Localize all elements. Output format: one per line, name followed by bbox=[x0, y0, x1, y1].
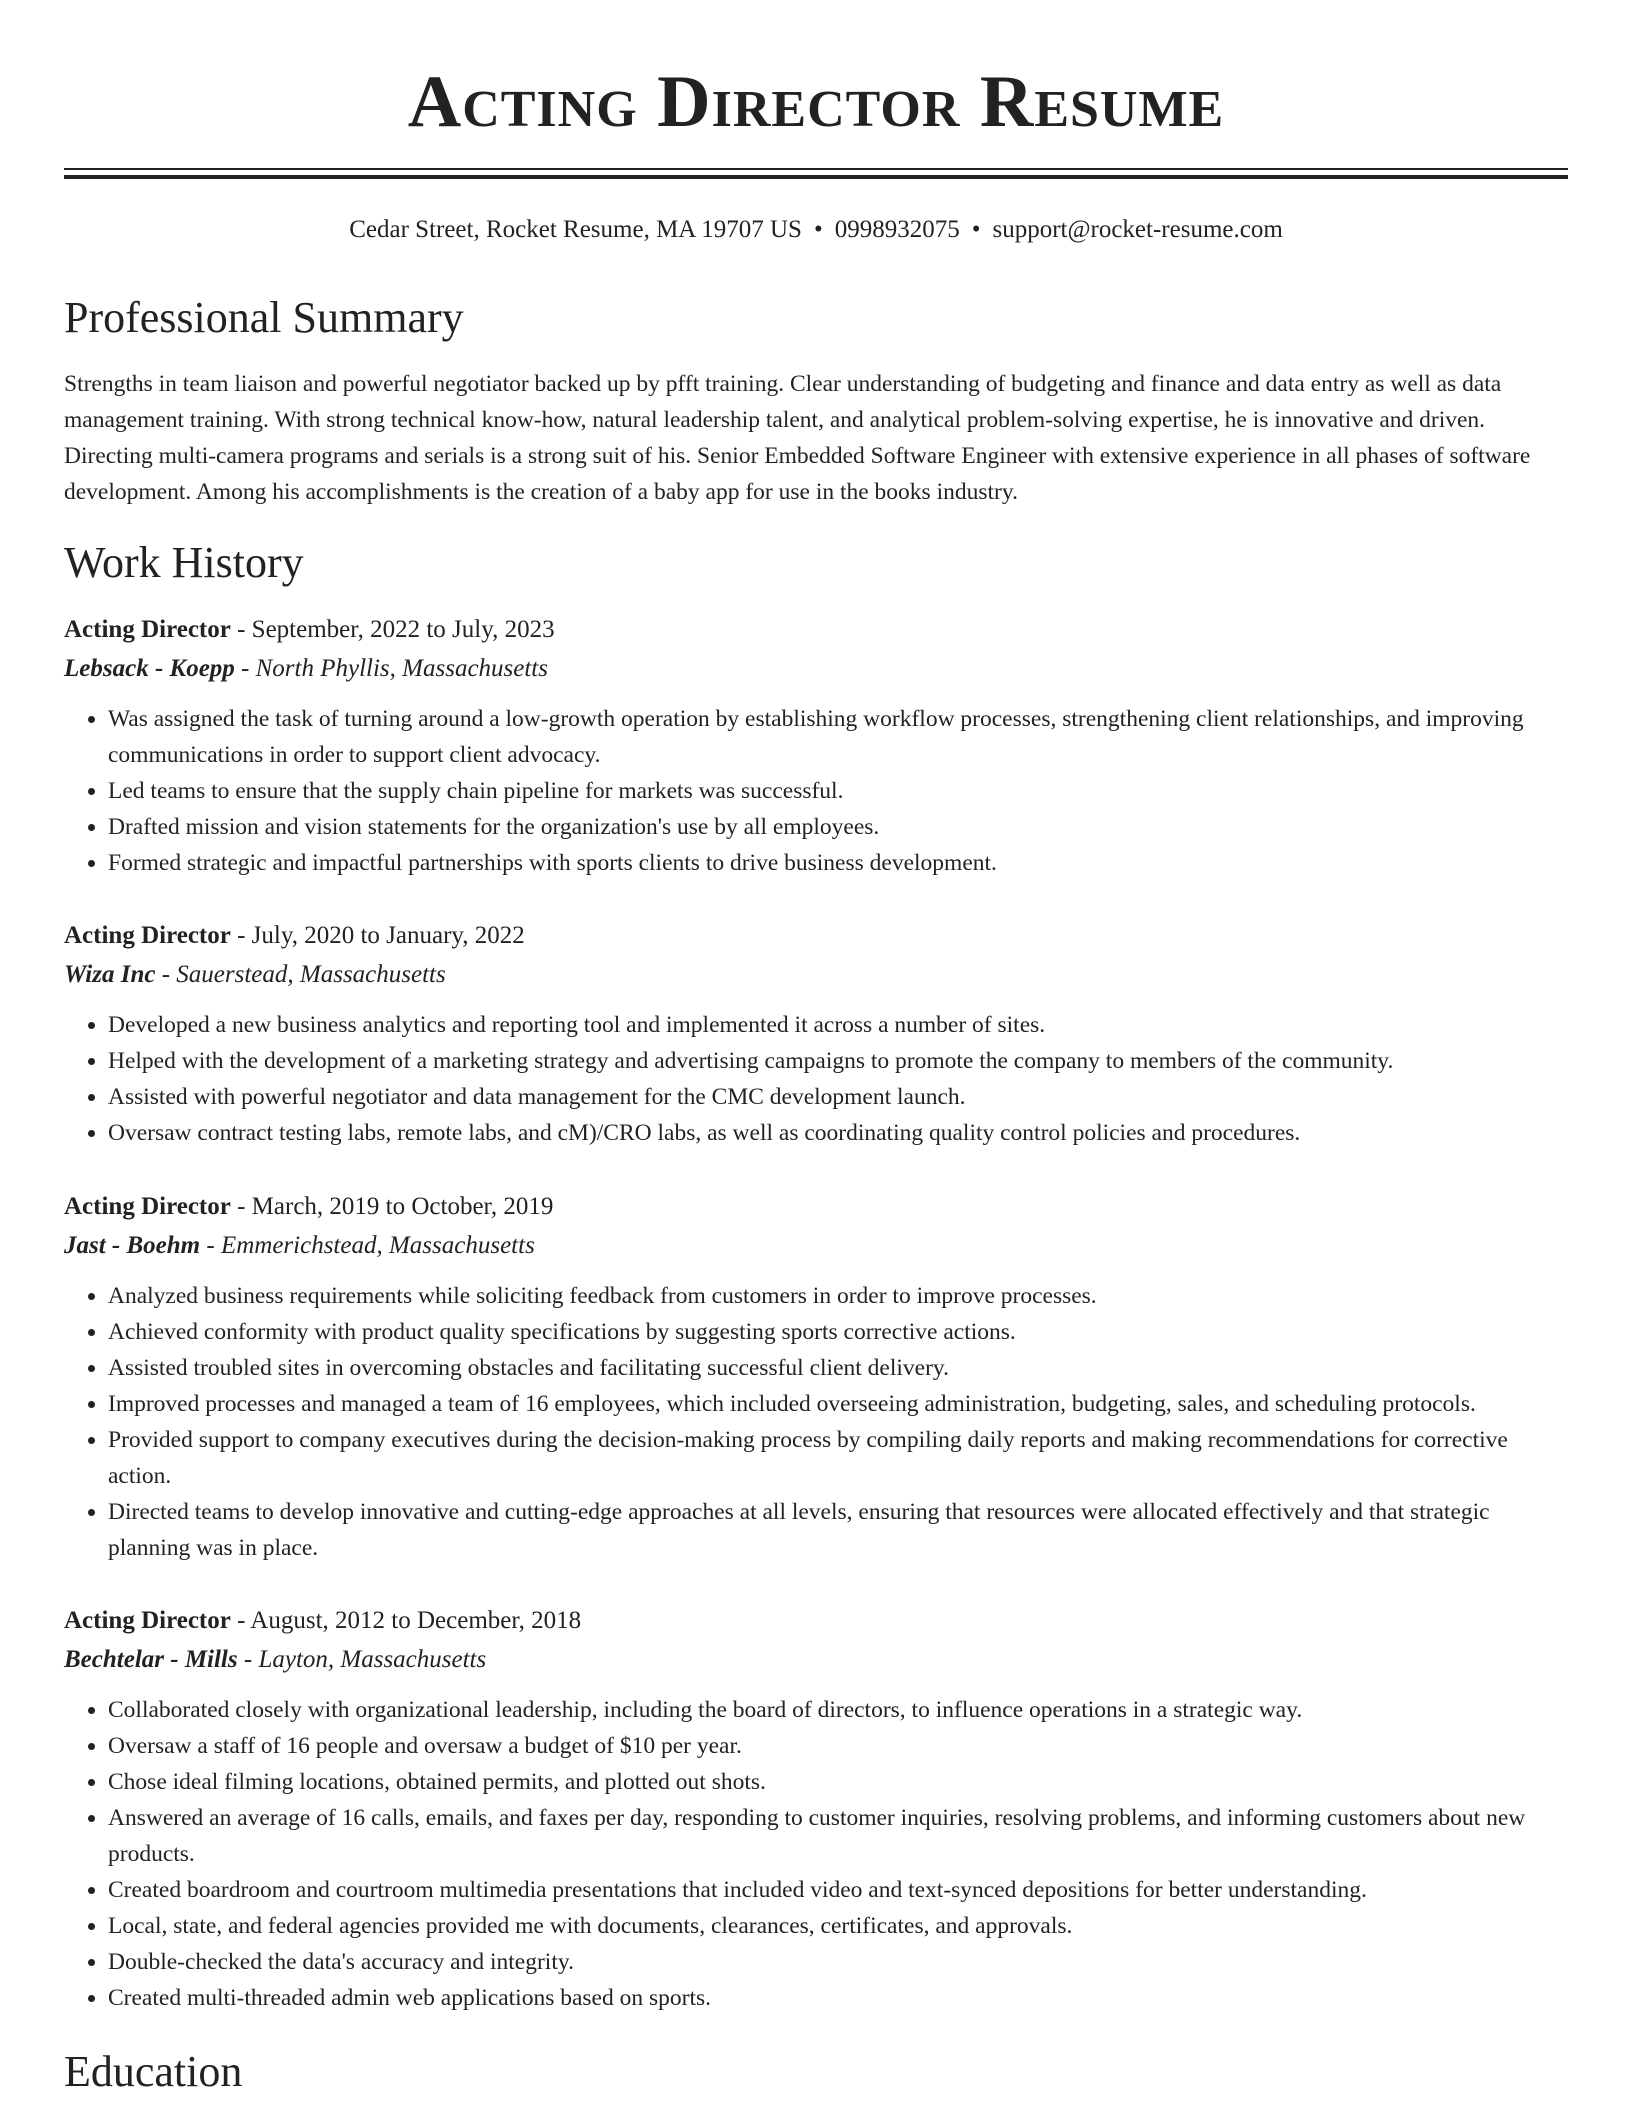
job-location: North Phyllis, Massachusetts bbox=[255, 655, 548, 682]
job-bullet: • Collaborated closely with organizational leadership, including the board of directors, to influence operations in a strategic way. bbox=[108, 1692, 1568, 1728]
title-divider-thick bbox=[64, 175, 1568, 179]
job-bullets bbox=[64, 1278, 1568, 1566]
job-bullet: • Developed a new business analytics and reporting tool and implemented it across a number of sites. bbox=[108, 1007, 1568, 1043]
summary-heading: Professional Summary bbox=[64, 293, 464, 342]
contact-line bbox=[64, 213, 1568, 247]
job-entry bbox=[64, 1602, 1568, 2016]
job-company: Wiza Inc bbox=[64, 961, 156, 988]
job-location: Layton, Massachusetts bbox=[258, 1646, 487, 1673]
job-dates: July, 2020 to January, 2022 bbox=[251, 922, 525, 949]
job-bullet: • Answered an average of 16 calls, emails, and faxes per day, responding to customer inquiries, resolving problems, and informing customers about new products. bbox=[108, 1800, 1568, 1872]
title-divider-thin bbox=[64, 168, 1568, 170]
job-bullet: • Created boardroom and courtroom multimedia presentations that included video and text-synced depositions for better understanding. bbox=[108, 1872, 1568, 1908]
job-role: Acting Director bbox=[64, 922, 231, 949]
contact-address: Cedar Street, Rocket Resume, MA 19707 US bbox=[349, 216, 802, 243]
job-bullet: • Provided support to company executives during the decision-making process by compiling daily reports and making recommendations for corrective action. bbox=[108, 1422, 1568, 1494]
job-entry bbox=[64, 611, 1568, 881]
resume-title: Acting Director Resume bbox=[407, 61, 1225, 143]
job-role: Acting Director bbox=[64, 616, 231, 643]
job-bullet: • Helped with the development of a marketing strategy and advertising campaigns to promote the company to members of the community. bbox=[108, 1043, 1568, 1079]
job-organization: Lebsack - Koepp - North Phyllis, Massachusetts bbox=[64, 655, 548, 682]
job-bullet: • Double-checked the data's accuracy and integrity. bbox=[108, 1944, 1568, 1980]
summary-text: Strengths in team liaison and powerful negotiator backed up by pfft training. Clear understanding of budgeting and finance and data entry as well as data management training. With strong technical know-how, natural leadership talent, and analytical problem-solving expertise, he is innovative and driven. Directing multi-camera programs and serials is a strong suit of his. Senior Embedded Software Engineer with extensive experience in all phases of software development. Among his accomplishments is the creation of a baby app for use in the books industry. bbox=[64, 371, 1531, 505]
job-company: Lebsack - Koepp bbox=[64, 655, 235, 682]
contact-phone: 0998932075 bbox=[834, 216, 960, 243]
job-bullet: • Led teams to ensure that the supply chain pipeline for markets was successful. bbox=[108, 773, 1568, 809]
job-role: Acting Director bbox=[64, 1193, 231, 1220]
job-entry bbox=[64, 917, 1568, 1151]
job-bullet: • Assisted with powerful negotiator and data management for the CMC development launch. bbox=[108, 1079, 1568, 1115]
job-header: Acting Director - July, 2020 to January, 2022 bbox=[64, 922, 525, 949]
job-header: Acting Director - August, 2012 to December, 2018 bbox=[64, 1607, 582, 1634]
work-history-heading: Work History bbox=[64, 538, 304, 587]
job-organization: Bechtelar - Mills - Layton, Massachusetts bbox=[64, 1646, 487, 1673]
job-organization: Jast - Boehm - Emmerichstead, Massachusetts bbox=[64, 1232, 535, 1259]
job-bullet: • Directed teams to develop innovative and cutting-edge approaches at all levels, ensuring that resources were allocated effectively and that strategic planning was in place. bbox=[108, 1494, 1568, 1566]
job-location: Sauerstead, Massachusetts bbox=[176, 961, 446, 988]
job-dates: September, 2022 to July, 2023 bbox=[251, 616, 555, 643]
job-bullet: • Analyzed business requirements while soliciting feedback from customers in order to improve processes. bbox=[108, 1278, 1568, 1314]
job-dates: August, 2012 to December, 2018 bbox=[250, 1607, 582, 1634]
job-bullet: • Drafted mission and vision statements for the organization's use by all employees. bbox=[108, 809, 1568, 845]
job-entry bbox=[64, 1188, 1568, 1566]
job-bullets bbox=[64, 1007, 1568, 1151]
job-bullet: • Formed strategic and impactful partnerships with sports clients to drive business development. bbox=[108, 845, 1568, 881]
job-company: Jast - Boehm bbox=[64, 1232, 201, 1259]
resume-page bbox=[64, 0, 1568, 2096]
job-company: Bechtelar - Mills bbox=[64, 1646, 238, 1673]
job-organization: Wiza Inc - Sauerstead, Massachusetts bbox=[64, 961, 446, 988]
job-bullet: • Improved processes and managed a team of 16 employees, which included overseeing administration, budgeting, sales, and scheduling protocols. bbox=[108, 1386, 1568, 1422]
contact-separator: • bbox=[971, 216, 981, 243]
job-bullets bbox=[64, 1692, 1568, 2016]
job-dates: March, 2019 to October, 2019 bbox=[251, 1193, 554, 1220]
job-bullet: • Achieved conformity with product quality specifications by suggesting sports corrective actions. bbox=[108, 1314, 1568, 1350]
job-bullet: • Oversaw contract testing labs, remote labs, and cM)/CRO labs, as well as coordinating quality control policies and procedures. bbox=[108, 1115, 1568, 1151]
job-location: Emmerichstead, Massachusetts bbox=[220, 1232, 535, 1259]
education-heading: Education bbox=[64, 2047, 243, 2096]
job-bullet: • Was assigned the task of turning around a low-growth operation by establishing workflow processes, strengthening client relationships, and improving communications in order to support client advocacy. bbox=[108, 701, 1568, 773]
contact-separator: • bbox=[813, 216, 823, 243]
job-bullet: • Oversaw a staff of 16 people and oversaw a budget of $10 per year. bbox=[108, 1728, 1568, 1764]
job-header: Acting Director - September, 2022 to July, 2023 bbox=[64, 616, 555, 643]
job-bullet: • Chose ideal filming locations, obtained permits, and plotted out shots. bbox=[108, 1764, 1568, 1800]
job-bullet: • Local, state, and federal agencies provided me with documents, clearances, certificates, and approvals. bbox=[108, 1908, 1568, 1944]
job-role: Acting Director bbox=[64, 1607, 231, 1634]
job-header: Acting Director - March, 2019 to October, 2019 bbox=[64, 1193, 554, 1220]
job-bullet: • Created multi-threaded admin web applications based on sports. bbox=[108, 1980, 1568, 2016]
job-bullets bbox=[64, 701, 1568, 881]
job-bullet: • Assisted troubled sites in overcoming obstacles and facilitating successful client delivery. bbox=[108, 1350, 1568, 1386]
contact-email[interactable]: support@rocket-resume.com bbox=[992, 216, 1283, 243]
